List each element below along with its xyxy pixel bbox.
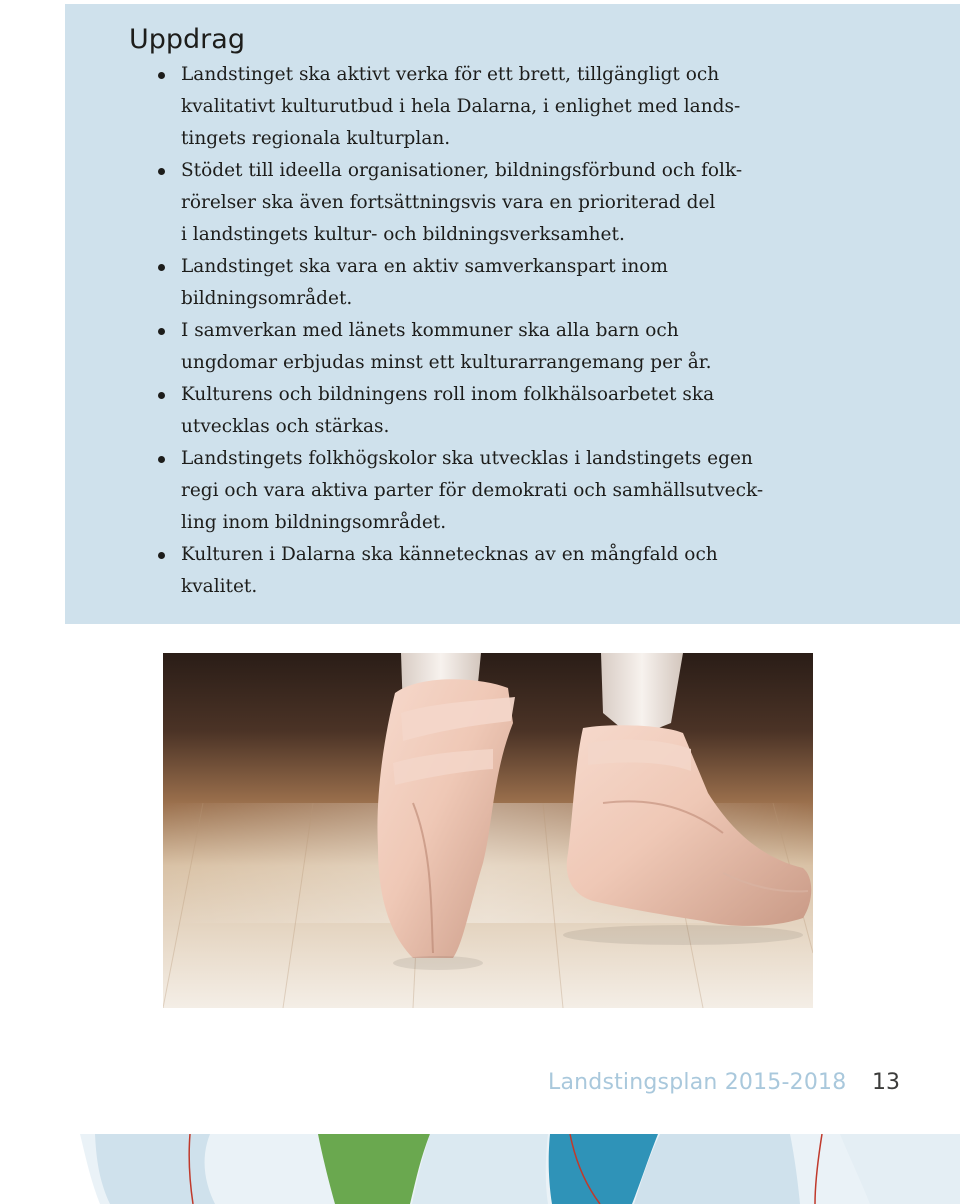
bullet-icon xyxy=(158,264,165,271)
bottom-decoration xyxy=(0,1134,960,1204)
page-number: 13 xyxy=(872,1070,900,1095)
list-item-line: Kulturen i Dalarna ska kännetecknas av en mångfald och xyxy=(181,544,718,565)
list-item-line: rörelser ska även fortsättningsvis vara en prioriterad del xyxy=(181,192,716,213)
list-item-line: Stödet till ideella organisationer, bildningsförbund och folk- xyxy=(181,160,743,181)
bullet-icon xyxy=(158,168,165,175)
bullet-icon xyxy=(158,392,165,399)
list-item xyxy=(181,155,826,251)
list-item-line: i landstingets kultur- och bildningsverksamhet. xyxy=(181,224,625,245)
bullet-icon xyxy=(158,72,165,79)
footer-title: Landstingsplan 2015-2018 xyxy=(548,1070,847,1095)
list-item-line: Landstinget ska vara en aktiv samverkanspart inom xyxy=(181,256,668,277)
bullet-icon xyxy=(158,456,165,463)
list-item-line: regi och vara aktiva parter för demokrati och samhällsutveck- xyxy=(181,480,764,501)
list-item-line: Kulturens och bildningens roll inom folkhälsoarbetet ska xyxy=(181,384,715,405)
list-item-line: kvalitativt kulturutbud i hela Dalarna, i enlighet med lands- xyxy=(181,96,741,117)
list-item-line: utvecklas och stärkas. xyxy=(181,416,390,437)
list-item xyxy=(181,59,826,155)
assignment-list xyxy=(181,59,826,603)
list-item xyxy=(181,315,826,379)
list-item xyxy=(181,443,826,539)
list-item-line: ling inom bildningsområdet. xyxy=(181,512,447,533)
list-item-line: I samverkan med länets kommuner ska alla barn och xyxy=(181,320,679,341)
bullet-icon xyxy=(158,328,165,335)
list-item xyxy=(181,539,826,603)
bullet-icon xyxy=(158,552,165,559)
list-item-line: Landstinget ska aktivt verka för ett brett, tillgängligt och xyxy=(181,64,720,85)
section-title: Uppdrag xyxy=(129,24,245,55)
list-item-line: tingets regionala kulturplan. xyxy=(181,128,451,149)
list-item xyxy=(181,251,826,315)
list-item-line: Landstingets folkhögskolor ska utvecklas i landstingets egen xyxy=(181,448,753,469)
list-item-line: ungdomar erbjudas minst ett kulturarrangemang per år. xyxy=(181,352,712,373)
list-item-line: kvalitet. xyxy=(181,576,258,597)
list-item xyxy=(181,379,826,443)
ballet-shoes-photo xyxy=(163,653,813,1008)
list-item-line: bildningsområdet. xyxy=(181,288,353,309)
